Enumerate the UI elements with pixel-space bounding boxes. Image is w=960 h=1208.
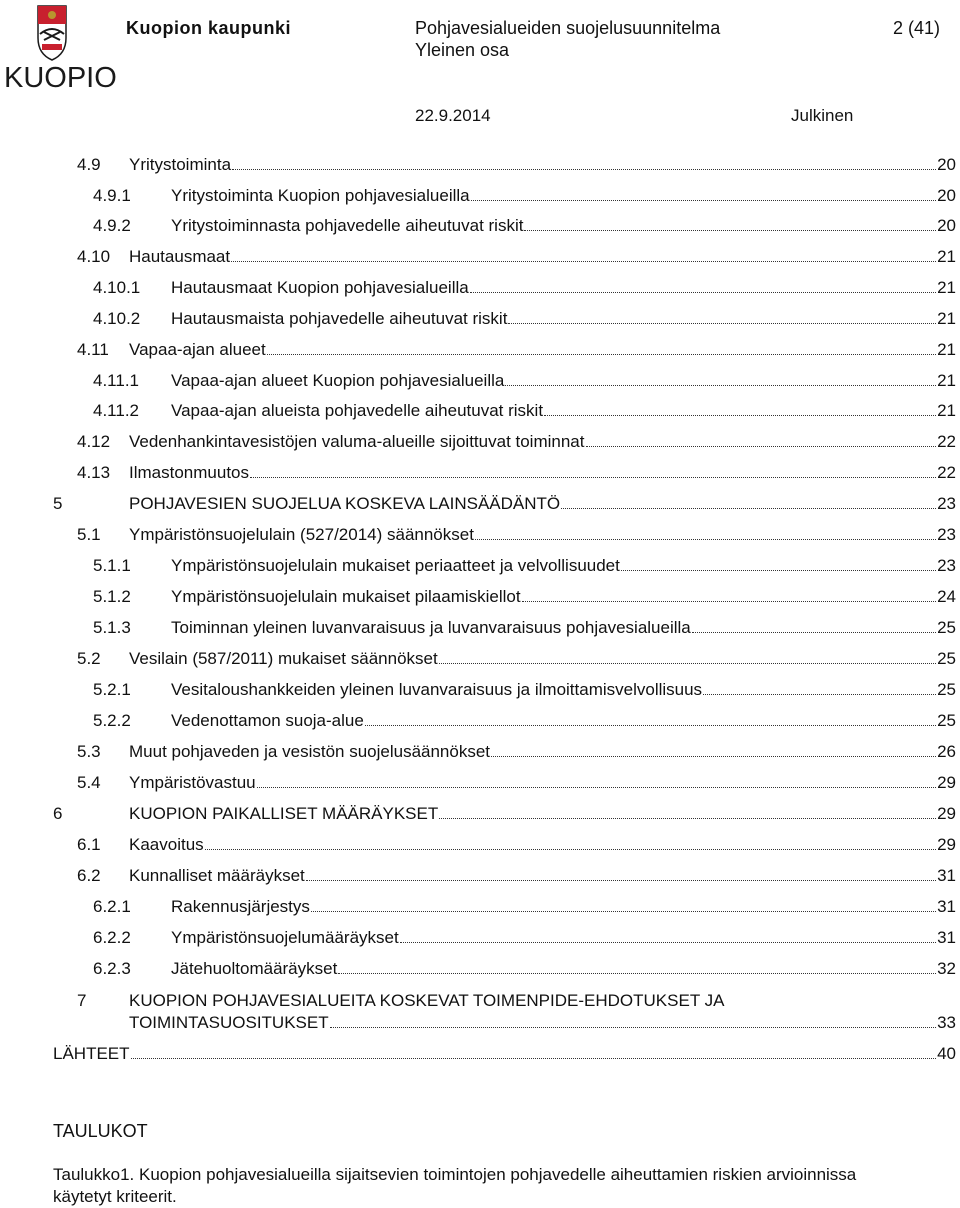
toc-dot-leader <box>522 587 936 602</box>
toc-entry[interactable] <box>129 493 956 515</box>
toc-entry[interactable] <box>129 648 956 670</box>
toc-title: Jätehuoltomääräykset <box>171 959 338 978</box>
toc-page-number: 25 <box>937 649 956 668</box>
toc-title: KUOPION PAIKALLISET MÄÄRÄYKSET <box>129 804 439 823</box>
toc-number: 4.11.2 <box>93 401 140 420</box>
toc-entry[interactable] <box>171 370 956 392</box>
toc-title: Toiminnan yleinen luvanvaraisuus ja luvanvaraisuus pohjavesialueilla <box>171 618 691 637</box>
organization-name: Kuopion kaupunki <box>126 18 291 38</box>
toc-number: 4.9.1 <box>93 186 131 205</box>
toc-title: POHJAVESIEN SUOJELUA KOSKEVA LAINSÄÄDÄNTÖ <box>129 494 561 513</box>
toc-title: Kaavoitus <box>129 835 204 854</box>
toc-page-number: 21 <box>937 247 956 266</box>
toc-page-number: 23 <box>937 494 956 513</box>
toc-dot-leader <box>232 155 936 170</box>
toc-page-number: 40 <box>937 1044 956 1063</box>
toc-number: 5.2.1 <box>93 680 131 699</box>
toc-title: Hautausmaat <box>129 247 231 266</box>
toc-number: 6.1 <box>77 835 101 854</box>
toc-number: 4.11 <box>77 340 109 359</box>
toc-page-number: 32 <box>937 959 956 978</box>
toc-dot-leader <box>475 525 936 540</box>
toc-title: Ilmastonmuutos <box>129 463 249 482</box>
toc-number: 4.10 <box>77 247 111 266</box>
toc-dot-leader <box>400 928 936 943</box>
toc-entry[interactable] <box>171 586 956 608</box>
toc-dot-leader <box>471 186 936 201</box>
toc-number: 6.2.2 <box>93 928 131 947</box>
toc-title: Hautausmaista pohjavedelle aiheutuvat riskit <box>171 309 508 328</box>
toc-number: 5.2 <box>77 649 101 668</box>
document-part: Yleinen osa <box>415 40 510 60</box>
coat-of-arms-icon <box>4 4 100 62</box>
toc-title: Vesilain (587/2011) mukaiset säännökset <box>129 649 438 668</box>
toc-dot-leader <box>250 463 936 478</box>
toc-page-number: 26 <box>937 742 956 761</box>
toc-number: 5.1.1 <box>93 556 131 575</box>
toc-page-number: 29 <box>937 773 956 792</box>
toc-number: 4.13 <box>77 463 111 482</box>
toc-page-number: 22 <box>937 463 956 482</box>
toc-number: 4.12 <box>77 432 111 451</box>
toc-dot-leader <box>311 897 936 912</box>
toc-entry[interactable] <box>53 1043 956 1065</box>
toc-dot-leader <box>703 680 936 695</box>
toc-title: Muut pohjaveden ja vesistön suojelusäännökset <box>129 742 491 761</box>
toc-page-number: 29 <box>937 835 956 854</box>
toc-entry[interactable] <box>171 617 956 639</box>
toc-entry[interactable] <box>171 215 956 237</box>
toc-entry[interactable] <box>129 772 956 794</box>
tables-heading: TAULUKOT <box>53 1121 148 1141</box>
toc-page-number: 21 <box>937 309 956 328</box>
toc-dot-leader <box>330 1013 936 1028</box>
toc-title: Yritystoiminnasta pohjavedelle aiheutuvat riskit <box>171 216 524 235</box>
toc-title: Vapaa-ajan alueet Kuopion pohjavesialueilla <box>171 371 505 390</box>
toc-number: 5.4 <box>77 773 101 792</box>
toc-title: Yritystoiminta <box>129 155 232 174</box>
toc-dot-leader <box>561 494 936 509</box>
toc-dot-leader <box>586 432 937 447</box>
toc-page-number: 29 <box>937 804 956 823</box>
toc-dot-leader <box>306 866 936 881</box>
toc-entry[interactable] <box>129 339 956 361</box>
toc-title: Rakennusjärjestys <box>171 897 310 916</box>
page-indicator: 2 (41) <box>893 18 941 38</box>
table-caption: Taulukko1. Kuopion pohjavesialueilla sijaitsevien toimintojen pohjavedelle aiheuttamien riskien arvioinnissa käytetyt kriteerit. <box>53 1165 857 1206</box>
toc-entry[interactable] <box>129 741 956 763</box>
toc-entry[interactable] <box>171 896 956 918</box>
toc-number: 4.10.1 <box>93 278 141 297</box>
toc-dot-leader <box>470 278 936 293</box>
toc-entry[interactable] <box>129 246 956 268</box>
toc-title: Yritystoiminta Kuopion pohjavesialueilla <box>171 186 470 205</box>
toc-page-number: 31 <box>937 897 956 916</box>
toc-number: 5.1.3 <box>93 618 131 637</box>
toc-title: Vapaa-ajan alueet <box>129 340 266 359</box>
toc-dot-leader <box>131 1044 937 1059</box>
toc-page-number: 20 <box>937 155 956 174</box>
toc-title: Hautausmaat Kuopion pohjavesialueilla <box>171 278 469 297</box>
toc-dot-leader <box>508 309 936 324</box>
toc-number: 5.1 <box>77 525 101 544</box>
toc-entry[interactable] <box>129 154 956 176</box>
toc-page-number: 23 <box>937 525 956 544</box>
toc-entry[interactable] <box>171 185 956 207</box>
toc-page-number: 21 <box>937 278 956 297</box>
toc-entry[interactable] <box>129 524 956 546</box>
toc-dot-leader <box>439 804 936 819</box>
document-title: Pohjavesialueiden suojelusuunnitelma <box>415 18 721 38</box>
toc-page-number: 21 <box>937 340 956 359</box>
toc-page-number: 33 <box>937 1013 956 1032</box>
toc-title: Ympäristövastuu <box>129 773 256 792</box>
toc-title: LÄHTEET <box>53 1044 130 1063</box>
toc-title: Ympäristönsuojelulain mukaiset periaatteet ja velvollisuudet <box>171 556 620 575</box>
toc-dot-leader <box>505 371 936 386</box>
toc-dot-leader <box>257 773 936 788</box>
toc-title: Ympäristönsuojelulain mukaiset pilaamiskiellot <box>171 587 521 606</box>
toc-entry[interactable] <box>171 308 956 330</box>
toc-entry[interactable] <box>171 679 956 701</box>
toc-number: 5.3 <box>77 742 101 761</box>
toc-page-number: 20 <box>937 186 956 205</box>
toc-title: Vedenhankintavesistöjen valuma-alueille sijoittuvat toiminnat <box>129 432 585 451</box>
toc-number: 5.2.2 <box>93 711 131 730</box>
toc-entry[interactable] <box>171 710 956 732</box>
kuopio-logo <box>4 4 117 96</box>
toc-title: Ympäristönsuojelulain (527/2014) säännökset <box>129 525 474 544</box>
document-date: 22.9.2014 <box>415 106 491 125</box>
toc-page-number: 20 <box>937 216 956 235</box>
toc-dot-leader <box>491 742 936 757</box>
toc-number: 7 <box>77 991 87 1010</box>
toc-number: 5 <box>53 494 63 513</box>
toc-number: 4.9 <box>77 155 101 174</box>
toc-number: 6.2.1 <box>93 897 131 916</box>
toc-dot-leader <box>231 247 936 262</box>
toc-number: 6 <box>53 804 63 823</box>
toc-entry[interactable] <box>171 277 956 299</box>
toc-title: Ympäristönsuojelumääräykset <box>171 928 399 947</box>
logo-wordmark: KUOPIO <box>4 62 117 94</box>
toc-page-number: 31 <box>937 928 956 947</box>
toc-title-line1: KUOPION POHJAVESIALUEITA KOSKEVAT TOIMENPIDE-EHDOTUKSET JA <box>129 991 725 1010</box>
document-classification: Julkinen <box>791 106 854 125</box>
toc-entry[interactable] <box>171 958 956 980</box>
toc-number: 6.2 <box>77 866 101 885</box>
toc-dot-leader <box>692 618 936 633</box>
toc-entry[interactable] <box>129 803 956 825</box>
toc-page-number: 23 <box>937 556 956 575</box>
toc-entry[interactable] <box>129 1012 956 1034</box>
toc-entry[interactable] <box>171 400 956 422</box>
toc-page-number: 21 <box>937 401 956 420</box>
toc-entry[interactable] <box>129 865 956 887</box>
toc-dot-leader <box>621 556 936 571</box>
toc-title: TOIMINTASUOSITUKSET <box>129 1013 329 1032</box>
toc-number: 5.1.2 <box>93 587 131 606</box>
toc-dot-leader <box>338 959 936 974</box>
toc-page-number: 22 <box>937 432 956 451</box>
toc-page-number: 31 <box>937 866 956 885</box>
toc-page-number: 25 <box>937 711 956 730</box>
toc-title: Vapaa-ajan alueista pohjavedelle aiheutuvat riskit <box>171 401 544 420</box>
toc-dot-leader <box>544 401 936 416</box>
toc-number: 4.11.1 <box>93 371 140 390</box>
toc-entry[interactable] <box>129 431 956 453</box>
toc-page-number: 21 <box>937 371 956 390</box>
toc-entry[interactable] <box>171 927 956 949</box>
toc-number: 4.9.2 <box>93 216 131 235</box>
toc-dot-leader <box>439 649 936 664</box>
toc-page-number: 25 <box>937 618 956 637</box>
toc-number: 4.10.2 <box>93 309 141 328</box>
toc-page-number: 25 <box>937 680 956 699</box>
toc-entry[interactable] <box>129 462 956 484</box>
toc-dot-leader <box>524 216 936 231</box>
toc-dot-leader <box>205 835 936 850</box>
toc-dot-leader <box>365 711 936 726</box>
toc-title: Vesitaloushankkeiden yleinen luvanvaraisuus ja ilmoittamisvelvollisuus <box>171 680 703 699</box>
toc-dot-leader <box>267 340 936 355</box>
toc-title: Vedenottamon suoja-alue <box>171 711 364 730</box>
toc-page-number: 24 <box>937 587 956 606</box>
toc-title: Kunnalliset määräykset <box>129 866 305 885</box>
toc-entry[interactable] <box>129 834 956 856</box>
toc-entry[interactable] <box>171 555 956 577</box>
toc-number: 6.2.3 <box>93 959 131 978</box>
